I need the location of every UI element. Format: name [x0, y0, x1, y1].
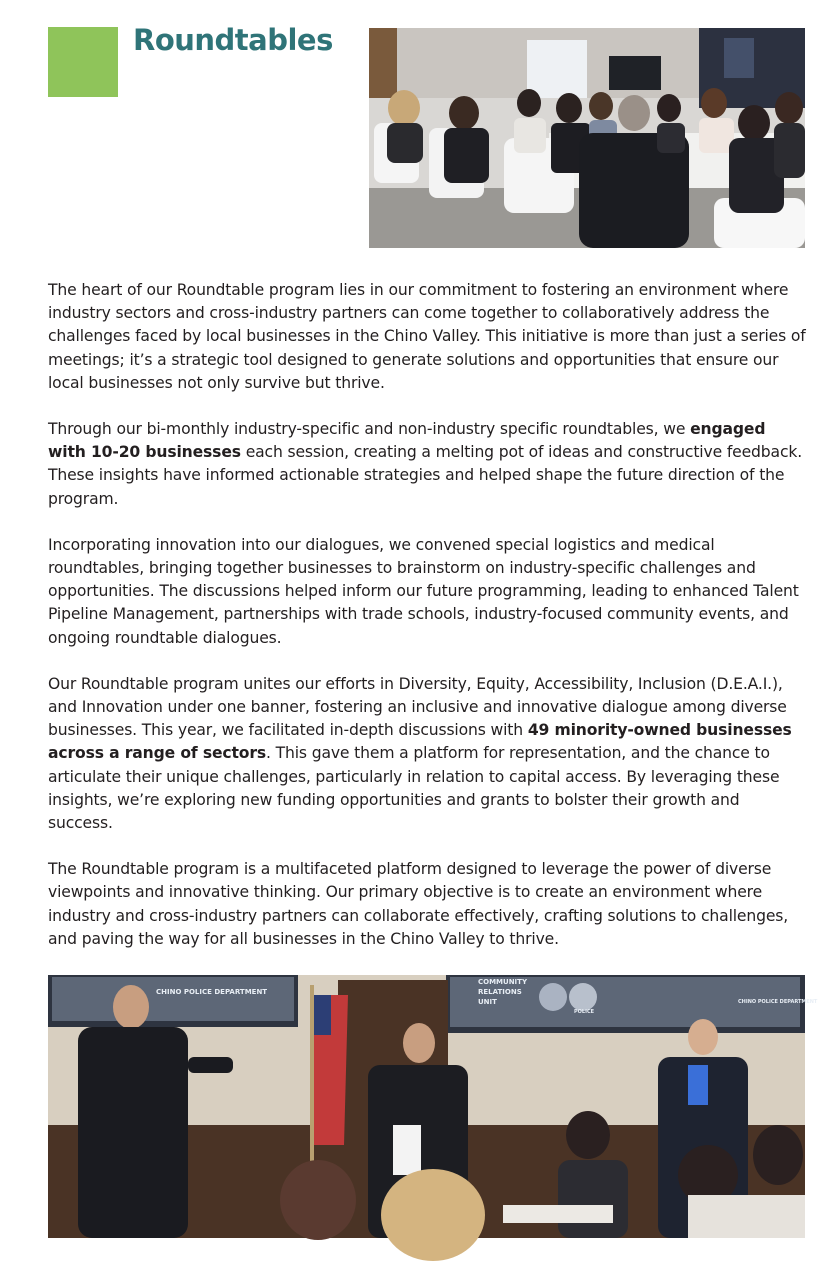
paragraph-text: . This gave them a platform for representation, and the chance to articulate their unique challenges, particularly in relation to capital access. By leveraging these insights, we’re exploring new funding opportunities and grants to bolster their growth and success. — [48, 744, 780, 833]
paragraph-multifaceted — [48, 858, 808, 951]
paragraph-text: The heart of our Roundtable program lies in our commitment to fostering an environment where industry sectors and cross-industry partners can come together to collaboratively address the challenges faced by local businesses in the Chino Valley. This initiative is more than just a series of meetings; it’s a strategic tool designed to generate solutions and opportunities that ensure our local businesses not only survive but thrive. — [48, 281, 806, 392]
screen-right-line-1: COMMUNITY — [478, 978, 528, 986]
screen-right-line-2: RELATIONS — [478, 988, 522, 996]
paragraph-text: Incorporating innovation into our dialogues, we convened special logistics and medical roundtables, bringing together businesses to brainstorm on industry-specific challenges and opportunities. The discussions helped inform our future programming, leading to enhanced Talent Pipeline Management, partnerships with trade schools, industry-focused community events, and ongoing roundtable dialogues. — [48, 535, 799, 647]
screen-badge-text: POLICE — [574, 1009, 595, 1015]
paragraph-innovation — [48, 534, 808, 650]
body-text — [48, 279, 808, 974]
paragraph-text: each session, creating a melting pot of ideas and constructive feedback. These insights have informed actionable strategies and helped shape the future direction of the program. — [48, 443, 803, 508]
screen-left-text: CHINO POLICE DEPARTMENT — [156, 988, 268, 996]
paragraph-program-heart — [48, 279, 808, 395]
paragraph-text: Through our bi-monthly industry-specific and non-industry specific roundtables, we — [48, 420, 691, 439]
highlight-engaged-businesses: engaged with 10-20 businesses — [48, 420, 766, 462]
paragraph-deai — [48, 673, 808, 835]
paragraph-text: The Roundtable program is a multifaceted platform designed to leverage the power of diverse viewpoints and innovative thinking. Our primary objective is to create an environment where industry and cross-industry partners can collaborate effectively, crafting solutions to challenges, and paving the way for all businesses in the Chino Valley to thrive. — [48, 860, 789, 948]
screen-right-caption: CHINO POLICE DEPARTMENT — [738, 999, 818, 1005]
page-title: Roundtables — [133, 23, 333, 57]
screen-right-line-3: UNIT — [478, 998, 497, 1006]
roundtable-meeting-photo — [369, 28, 805, 248]
accent-square — [48, 27, 118, 97]
police-presentation-photo — [48, 975, 818, 1238]
paragraph-bi-monthly — [48, 418, 808, 511]
paragraph-text: Our Roundtable program unites our efforts in Diversity, Equity, Accessibility, Inclusion (D.E.A.I.), and Innovation under one banner, fostering an inclusive and innovative dialogue among diverse businesses. This year, we facilitated in-depth discussions with — [48, 674, 787, 740]
highlight-minority-businesses: 49 minority-owned businesses across a range of sectors — [48, 721, 792, 763]
